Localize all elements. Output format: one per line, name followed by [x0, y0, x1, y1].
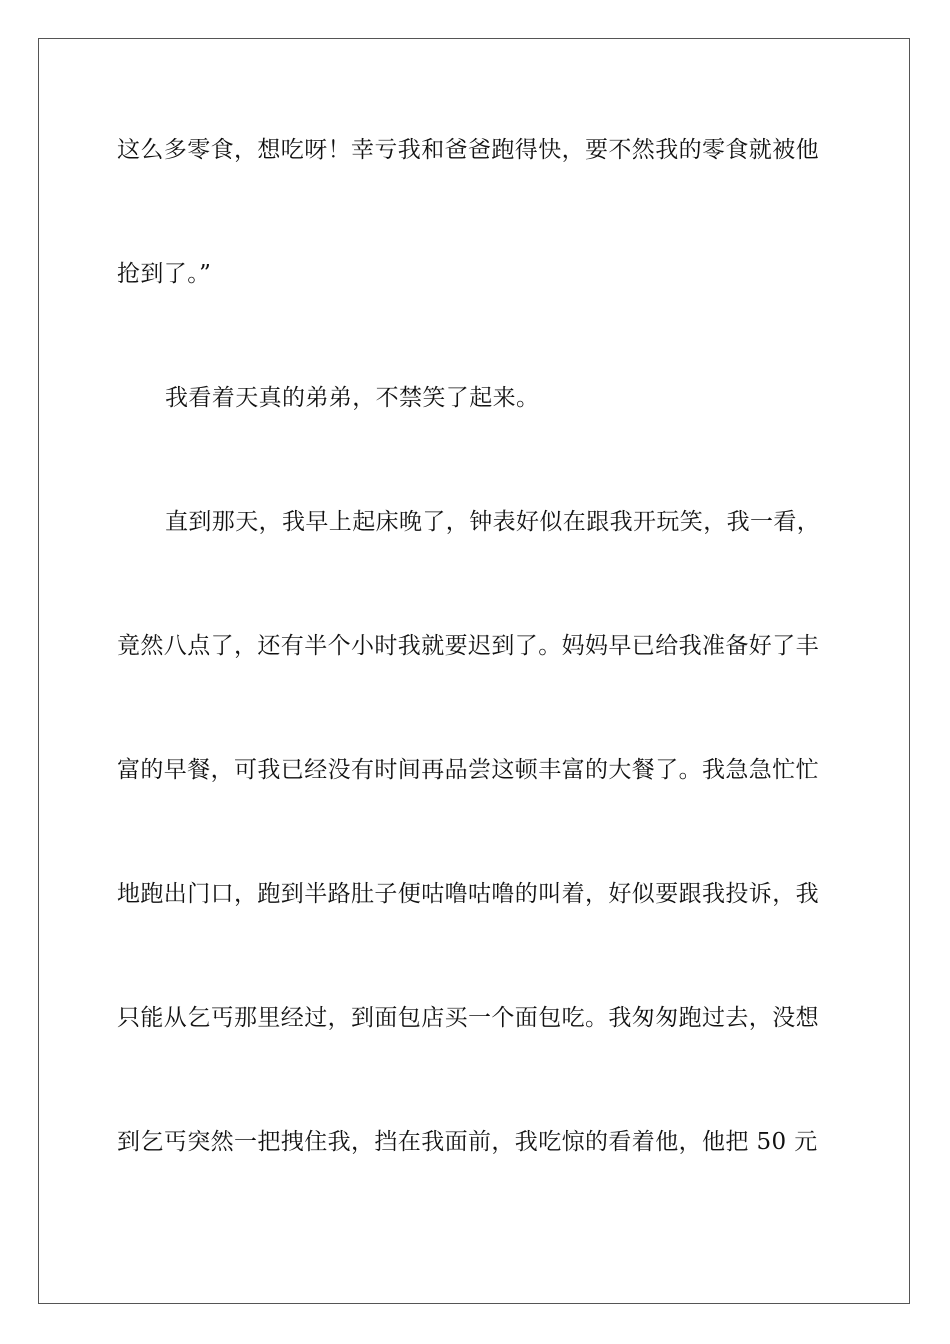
- page-border: [38, 38, 910, 1304]
- paragraph-start-line: 直到那天，我早上起床晚了，钟表好似在跟我开玩笑，我一看，: [165, 509, 821, 535]
- text-line: 这么多零食，想吃呀！幸亏我和爸爸跑得快，要不然我的零食就被他: [117, 137, 819, 163]
- text-line: 只能从乞丐那里经过，到面包店买一个面包吃。我匆匆跑过去，没想: [117, 1005, 819, 1031]
- text-line: 地跑出门口，跑到半路肚子便咕噜咕噜的叫着，好似要跟我投诉，我: [117, 881, 819, 907]
- text-line: 竟然八点了，还有半个小时我就要迟到了。妈妈早已给我准备好了丰: [117, 633, 819, 659]
- text-line: 富的早餐，可我已经没有时间再品尝这顿丰富的大餐了。我急急忙忙: [117, 757, 819, 783]
- text-line: 抢到了。”: [117, 261, 212, 287]
- paragraph-start-line: 我看着天真的弟弟，不禁笑了起来。: [165, 385, 540, 411]
- text-line: 到乞丐突然一把拽住我，挡在我面前，我吃惊的看着他，他把 50 元: [117, 1129, 818, 1155]
